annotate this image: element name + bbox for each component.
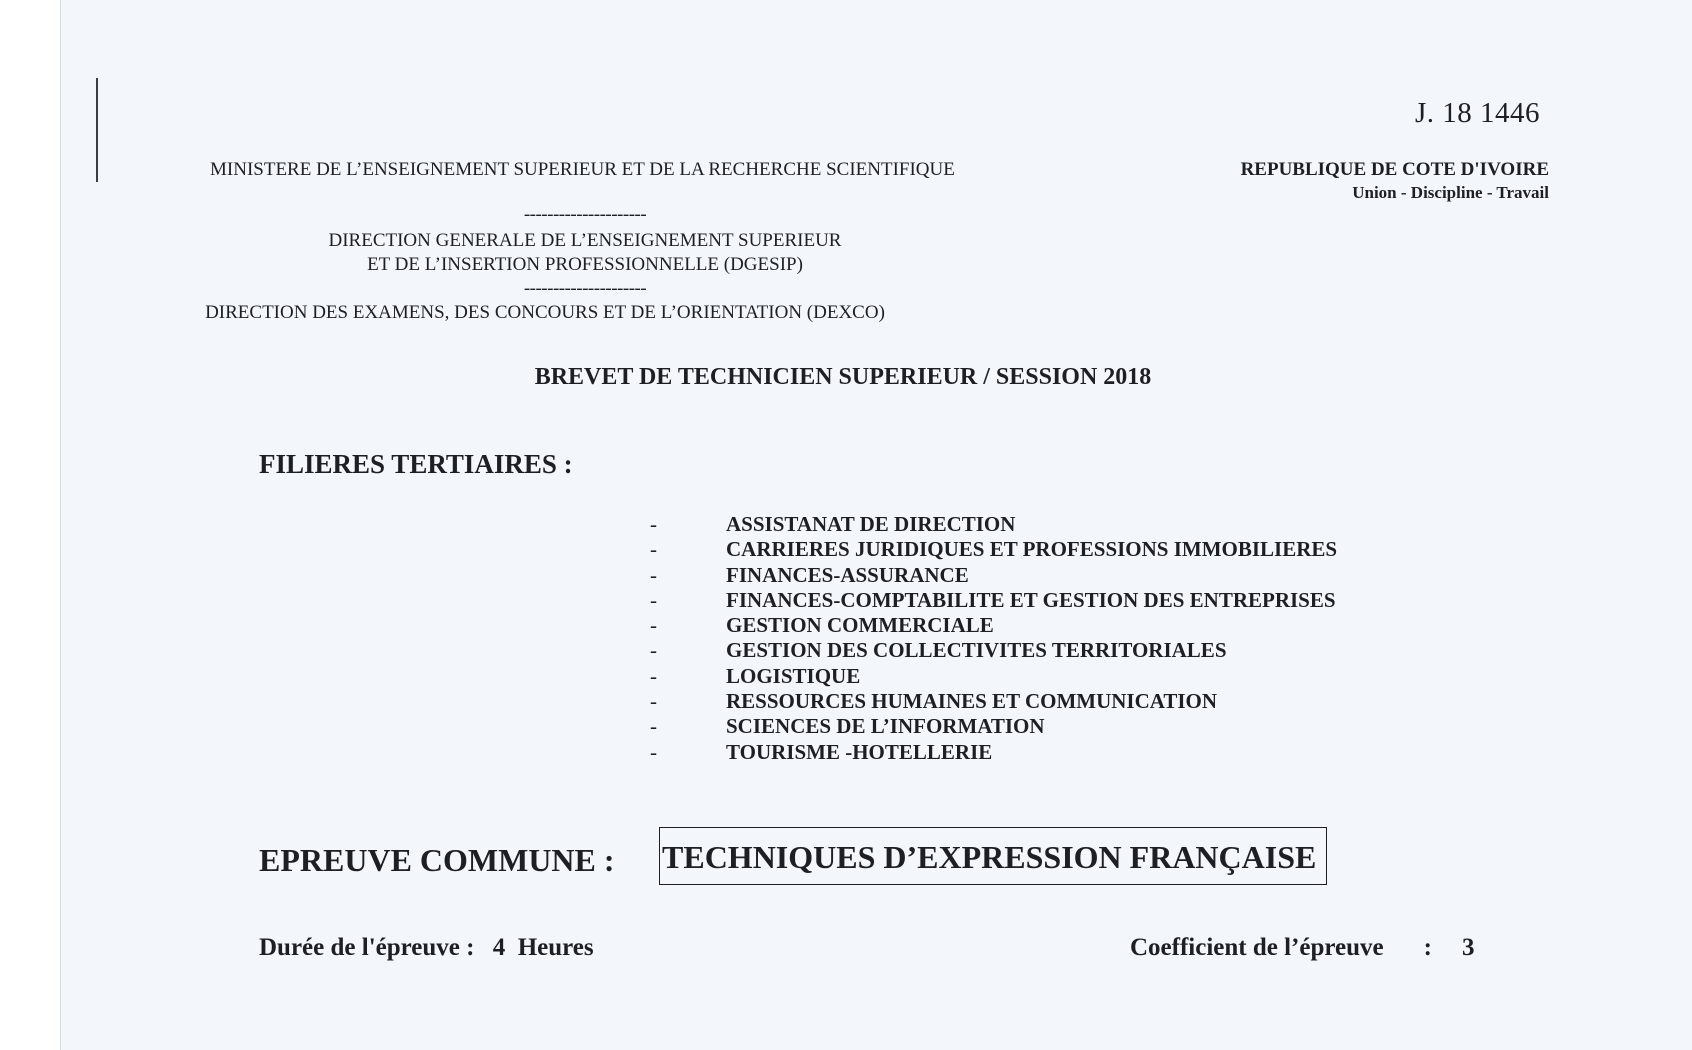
duration-value: 4 Heures [492,934,594,961]
program-name: GESTION COMMERCIALE [726,613,994,638]
epreuve-subject: TECHNIQUES D’EXPRESSION FRANÇAISE [659,827,1327,885]
list-bullet: - [650,739,657,764]
list-bullet: - [650,537,657,562]
coefficient [1130,934,1474,962]
coefficient-label: Coefficient de l’épreuve [1130,934,1384,961]
program-name: FINANCES-ASSURANCE [726,562,969,587]
exam-title-text: BREVET DE TECHNICIEN SUPERIEUR / SESSION 2018 [534,364,1152,390]
dexco-line: DIRECTION DES EXAMENS, DES CONCOURS ET DE L’ORIENTATION (DEXCO) [205,302,885,323]
program-name: LOGISTIQUE [726,663,861,688]
list-item [650,638,1337,663]
list-bullet: - [650,714,657,739]
program-name: GESTION DES COLLECTIVITES TERRITORIALES [726,638,1227,663]
list-item [650,537,1337,562]
list-item [650,512,1337,537]
list-bullet: - [650,512,657,536]
dgesip-line-2: ET DE L’INSERTION PROFESSIONNELLE (DGESIP) [367,254,803,275]
list-bullet: - [650,689,657,714]
ministry-name: MINISTERE DE L’ENSEIGNEMENT SUPERIEUR ET DE LA RECHERCHE SCIENTIFIQUE [210,159,955,180]
list-item [650,613,1337,638]
separator-line: --------------------- [523,278,647,299]
program-name: SCIENCES DE L’INFORMATION [726,714,1045,739]
exam-title [0,364,1692,391]
list-bullet: - [650,562,657,587]
list-item [650,563,1337,588]
list-bullet: - [650,638,657,663]
national-motto: Union - Discipline - Travail [1352,183,1549,202]
dgesip-line-1: DIRECTION GENERALE DE L’ENSEIGNEMENT SUPERIEUR [328,230,842,251]
list-item [650,664,1337,689]
duration-label: Durée de l'épreuve : [259,934,475,961]
list-bullet: - [650,587,657,612]
list-item [650,740,1337,765]
list-item [650,588,1337,613]
coefficient-colon: : [1423,934,1432,961]
scan-edge-mark [96,78,98,182]
epreuve-label: EPREUVE COMMUNE : [259,842,615,878]
program-name: ASSISTANAT DE DIRECTION [726,512,1016,536]
list-bullet: - [650,613,657,638]
filieres-heading: FILIERES TERTIAIRES : [259,449,573,479]
country-block [1241,159,1549,203]
program-name: TOURISME -HOTELLERIE [726,739,993,764]
list-item [650,714,1337,739]
program-name: CARRIERES JURIDIQUES ET PROFESSIONS IMMOBILIERES [726,537,1338,562]
list-item [650,689,1337,714]
country-name: REPUBLIQUE DE COTE D'IVOIRE [1240,159,1549,180]
coefficient-value: 3 [1461,934,1475,961]
duration [259,934,594,962]
separator-line: --------------------- [523,204,647,225]
document-reference: J. 18 1446 [1414,97,1540,129]
list-bullet: - [650,663,657,688]
program-name: RESSOURCES HUMAINES ET COMMUNICATION [726,689,1218,714]
program-list [650,512,1337,765]
program-name: FINANCES-COMPTABILITE ET GESTION DES ENTREPRISES [726,587,1336,612]
